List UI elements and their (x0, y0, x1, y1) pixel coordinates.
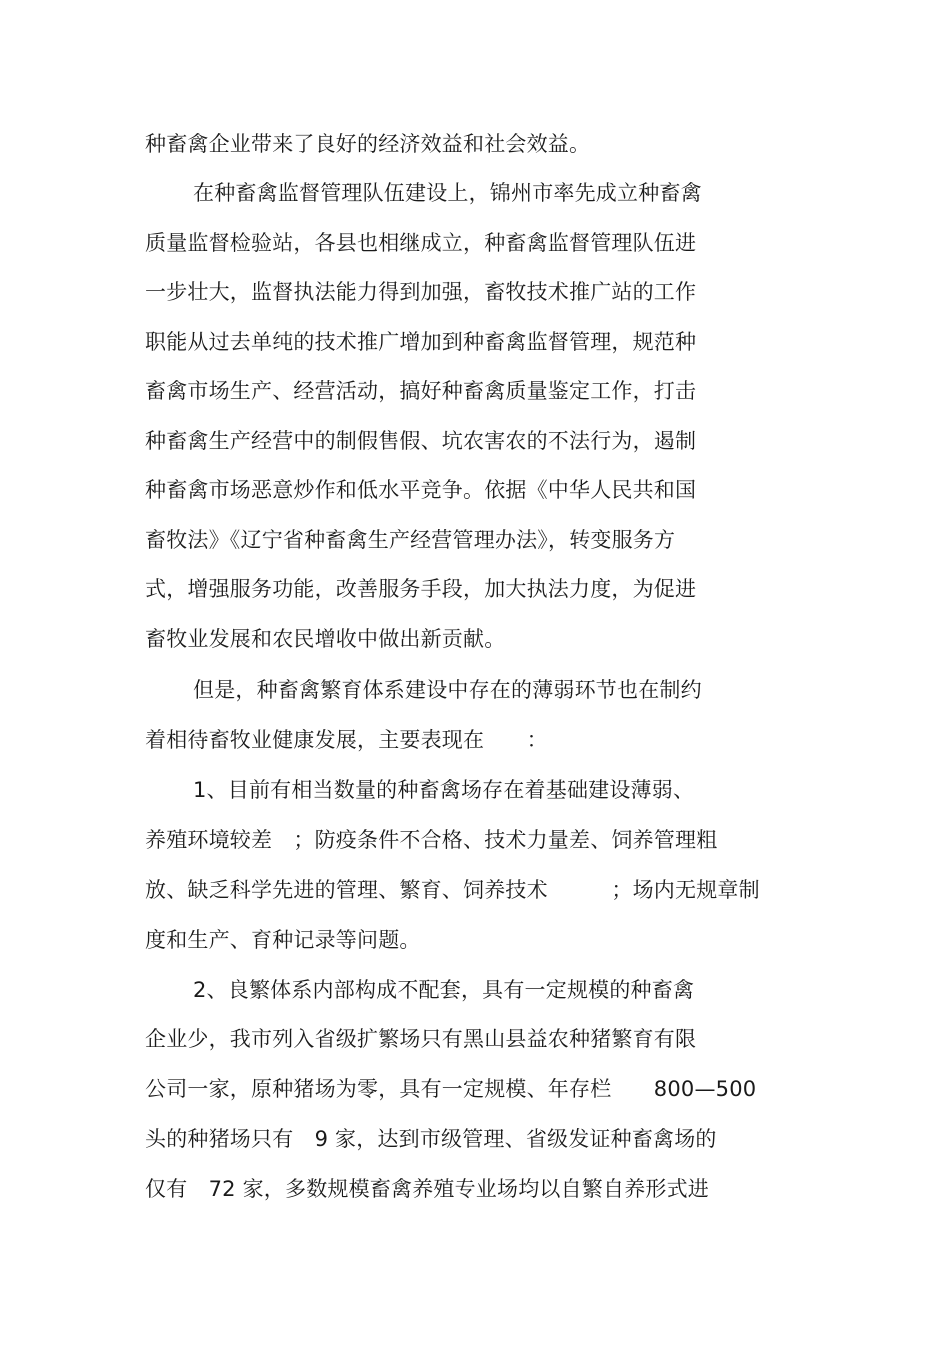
paragraph-line: 企业少，我市列入省级扩繁场只有黑山县益农种猪繁育有限 (145, 1027, 697, 1051)
paragraph-line: 2、良繁体系内部构成不配套，具有一定规模的种畜禽 (193, 978, 695, 1002)
paragraph-line: 质量监督检验站，各县也相继成立，种畜禽监督管理队伍进 (145, 231, 697, 255)
paragraph-line: 公司一家，原种猪场为零，具有一定规模、年存栏 800—500 (145, 1077, 757, 1101)
paragraph-line: 但是，种畜禽繁育体系建设中存在的薄弱环节也在制约 (193, 678, 702, 702)
paragraph-line: 放、缺乏科学先进的管理、繁育、饲养技术 ；场内无规章制 (145, 878, 760, 902)
paragraph-line: 仅有 72 家，多数规模畜禽养殖专业场均以自繁自养形式进 (145, 1177, 709, 1201)
paragraph-line: 种畜禽生产经营中的制假售假、坑农害农的不法行为，遏制 (145, 429, 697, 453)
paragraph-line: 畜禽市场生产、经营活动，搞好种畜禽质量鉴定工作，打击 (145, 379, 697, 403)
paragraph-line: 职能从过去单纯的技术推广增加到种畜禽监督管理，规范种 (145, 330, 697, 354)
paragraph-line: 在种畜禽监督管理队伍建设上，锦州市率先成立种畜禽 (193, 181, 702, 205)
paragraph-line: 着相待畜牧业健康发展，主要表现在 ： (145, 728, 548, 752)
paragraph-line: 头的种猪场只有 9 家，达到市级管理、省级发证种畜禽场的 (145, 1127, 717, 1151)
paragraph-line: 种畜禽企业带来了良好的经济效益和社会效益。 (145, 132, 591, 156)
paragraph-line: 畜牧业发展和农民增收中做出新贡献。 (145, 627, 506, 651)
paragraph-line: 度和生产、育种记录等问题。 (145, 928, 421, 952)
paragraph-line: 一步壮大，监督执法能力得到加强，畜牧技术推广站的工作 (145, 280, 697, 304)
paragraph-line: 畜牧法》《辽宁省种畜禽生产经营管理办法》，转变服务方 (145, 528, 676, 552)
paragraph-line: 式，增强服务功能，改善服务手段，加大执法力度，为促进 (145, 577, 697, 601)
paragraph-line: 种畜禽市场恶意炒作和低水平竞争。依据《中华人民共和国 (145, 478, 697, 502)
paragraph-line: 养殖环境较差 ；防疫条件不合格、技术力量差、饲养管理粗 (145, 828, 718, 852)
paragraph-line: 1、目前有相当数量的种畜禽场存在着基础建设薄弱、 (193, 778, 695, 802)
